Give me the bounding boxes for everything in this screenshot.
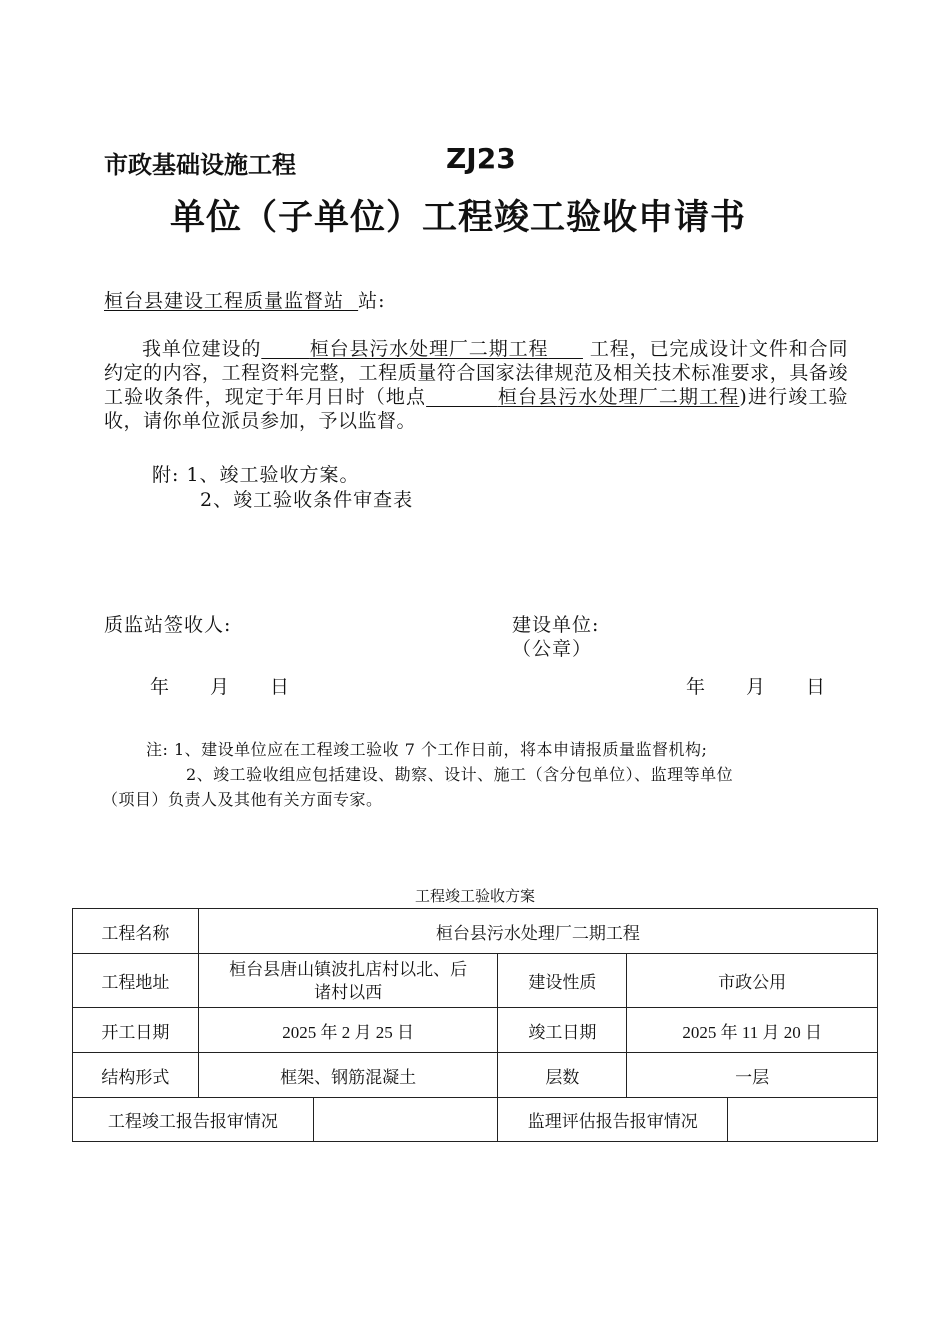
seal-label: （公章）	[512, 638, 593, 660]
supervision-report-value	[728, 1098, 878, 1142]
nature-label: 建设性质	[498, 954, 627, 1008]
table-caption: 工程竣工验收方案	[414, 889, 535, 905]
body-suffix: )进行竣工验收，请你单位派员参加，予以监督。	[104, 386, 848, 432]
completion-report-label: 工程竣工报告报审情况	[73, 1098, 314, 1142]
floors-label: 层数	[498, 1053, 627, 1098]
right-day: 日	[806, 676, 826, 698]
addressee-name: 桓台县建设工程质量监督站	[104, 290, 345, 312]
left-year: 年	[150, 676, 170, 698]
right-month: 月	[746, 676, 766, 698]
table-row	[73, 1053, 878, 1098]
address-value-line-1: 桓台县唐山镇波扎店村以北、后	[229, 959, 468, 979]
location-fill: 桓台县污水处理厂二期工程	[497, 386, 740, 408]
finish-date-label: 竣工日期	[498, 1008, 627, 1053]
addressee-line	[104, 286, 386, 313]
project-name-value: 桓台县污水处理厂二期工程	[198, 909, 877, 954]
floors-value: 一层	[627, 1053, 878, 1098]
attachment-1: 附: 1、竣工验收方案。	[152, 464, 360, 486]
body-prefix: 我单位建设的	[142, 338, 262, 360]
note-line-1: 注: 1、建设单位应在工程竣工验收 7 个工作日前，将本申请报质量监督机构;	[146, 740, 708, 759]
table-row	[73, 954, 878, 1008]
project-name-label: 工程名称	[73, 909, 199, 954]
note-line-3: （项目）负责人及其他有关方面专家。	[102, 790, 383, 809]
attachment-2: 2、竣工验收条件审查表	[200, 489, 414, 511]
left-month: 月	[210, 676, 230, 698]
builder-label: 建设单位:	[512, 614, 600, 636]
acceptance-scheme-table	[72, 908, 878, 1142]
finish-date-value: 2025 年 11 月 20 日	[627, 1008, 878, 1053]
body-middle: 工程，已完成设计文件和合同约定的内容，工程资料完整，工程质量符合国家法律规范及相关技术标准要求，具备竣工验收条件，现定于年月日时（地点	[104, 338, 848, 408]
start-date-value: 2025 年 2 月 25 日	[198, 1008, 498, 1053]
table-row	[73, 1008, 878, 1053]
table-row	[73, 909, 878, 954]
right-date-line	[686, 672, 866, 699]
form-code: ZJ23	[446, 142, 516, 175]
left-date-line	[150, 672, 330, 699]
structure-label: 结构形式	[73, 1053, 199, 1098]
project-name-fill: 桓台县污水处理厂二期工程	[309, 338, 549, 360]
address-label: 工程地址	[73, 954, 199, 1008]
table-row	[73, 1098, 878, 1142]
document-category: 市政基础设施工程	[104, 151, 296, 179]
addressee-suffix: 站:	[358, 290, 386, 312]
address-value-line-2: 诸村以西	[314, 982, 383, 1002]
note-line-2: 2、竣工验收组应包括建设、勘察、设计、施工（含分包单位）、监理等单位	[186, 765, 734, 784]
right-year: 年	[686, 676, 706, 698]
left-day: 日	[270, 676, 290, 698]
request-paragraph	[104, 337, 848, 433]
start-date-label: 开工日期	[73, 1008, 199, 1053]
completion-report-value	[313, 1098, 498, 1142]
nature-value: 市政公用	[627, 954, 878, 1008]
supervision-signer-label: 质监站签收人:	[104, 614, 232, 636]
document-title: 单位（子单位）工程竣工验收申请书	[170, 198, 747, 238]
supervision-report-label: 监理评估报告报审情况	[498, 1098, 728, 1142]
address-value	[198, 954, 498, 1008]
structure-value: 框架、钢筋混凝土	[198, 1053, 498, 1098]
